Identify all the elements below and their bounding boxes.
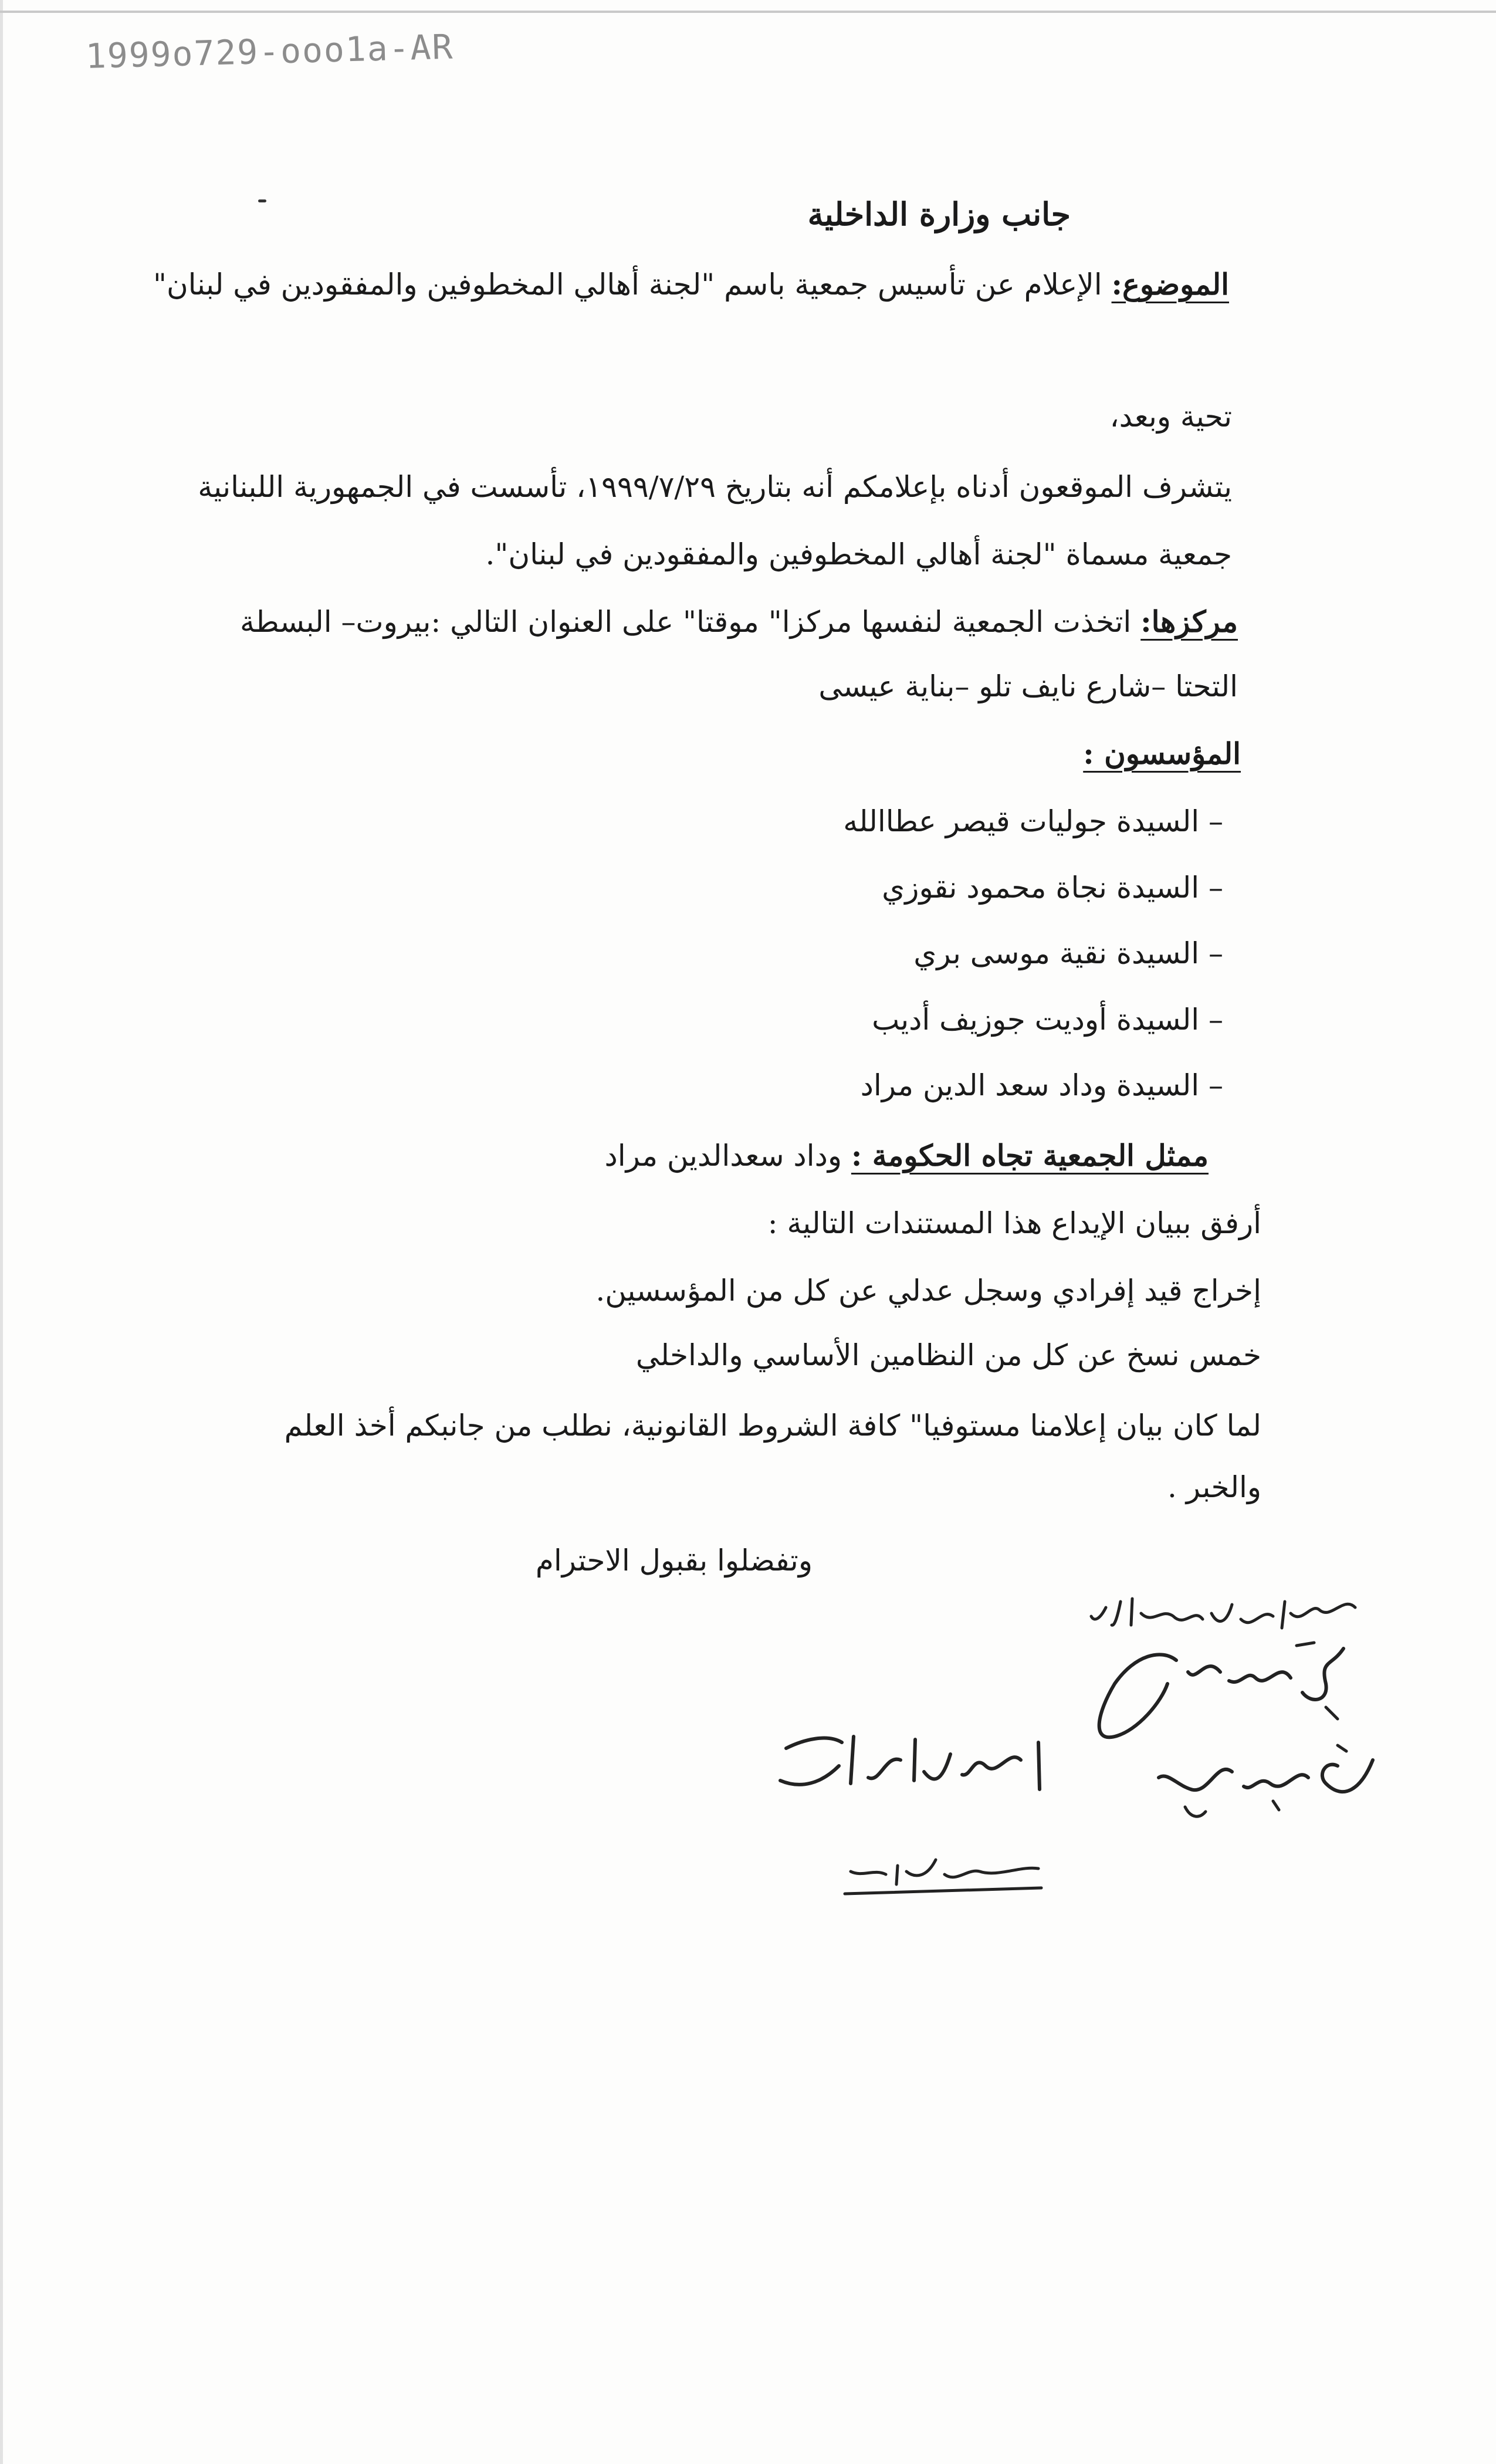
founder-item: – السيدة نقية موسى بري	[913, 936, 1223, 970]
closing-request-line-2: والخبر .	[1167, 1470, 1261, 1504]
representative-line	[604, 1135, 1209, 1176]
representative-name: وداد سعدالدين مراد	[604, 1139, 842, 1173]
intro-line-1: يتشرف الموقعون أدناه بإعلامكم أنه بتاريخ ١٩٩٩/٧/٢٩، تأسست في الجمهورية اللبنانية	[198, 470, 1232, 504]
signature-odette-adib	[769, 1719, 1050, 1807]
scan-top-border	[0, 11, 1496, 13]
representative-label: ممثل الجمعية تجاه الحكومة :	[851, 1138, 1209, 1173]
archive-id-stamp: 1999o729-ooo1a-AR	[85, 26, 455, 76]
page-left-edge	[0, 0, 3, 2464]
signature-nakia-berri	[1150, 1737, 1385, 1825]
hq-line-1	[240, 601, 1238, 642]
sign-off: وتفضلوا بقبول الاحترام	[535, 1544, 813, 1578]
greeting: تحية وبعد،	[1109, 400, 1232, 434]
hq-address: اتخذت الجمعية لنفسها مركزا" موقتا" على العنوان التالي :بيروت– البسطة	[240, 605, 1132, 639]
closing-request-line-1: لما كان بيان إعلامنا مستوفيا" كافة الشروط القانونية، نطلب من جانبكم أخذ العلم	[284, 1409, 1261, 1443]
founder-item: – السيدة جوليات قيصر عطاالله	[843, 804, 1223, 838]
attachment-item: خمس نسخ عن كل من النظامين الأساسي والداخلي	[635, 1338, 1261, 1372]
founder-item: – السيدة وداد سعد الدين مراد	[860, 1068, 1223, 1102]
founders-label: المؤسسون :	[1083, 736, 1241, 771]
intro-line-2: جمعية مسماة "لجنة أهالي المخطوفين والمفقودين في لبنان".	[485, 537, 1232, 571]
signature-wedad-mourad	[839, 1842, 1050, 1907]
subject-line	[153, 264, 1229, 305]
ink-mark	[258, 199, 266, 202]
hq-line-2: التحتا –شارع نايف تلو –بناية عيسى	[818, 669, 1238, 703]
subject-label: الموضوع:	[1111, 267, 1229, 302]
addressee: جانب وزارة الداخلية	[807, 195, 1071, 233]
founder-item: – السيدة نجاة محمود نقوزي	[882, 871, 1223, 905]
hq-label: مركزها:	[1140, 604, 1238, 639]
attachment-item: إخراج قيد إفرادي وسجل عدلي عن كل من المؤسسين.	[595, 1274, 1261, 1308]
subject-text: الإعلام عن تأسيس جمعية باسم "لجنة أهالي المخطوفين والمفقودين في لبنان"	[153, 268, 1102, 302]
founder-item: – السيدة أوديت جوزيف أديب	[872, 1003, 1223, 1037]
attachments-intro: أرفق ببيان الإيداع هذا المستندات التالية :	[767, 1206, 1261, 1240]
